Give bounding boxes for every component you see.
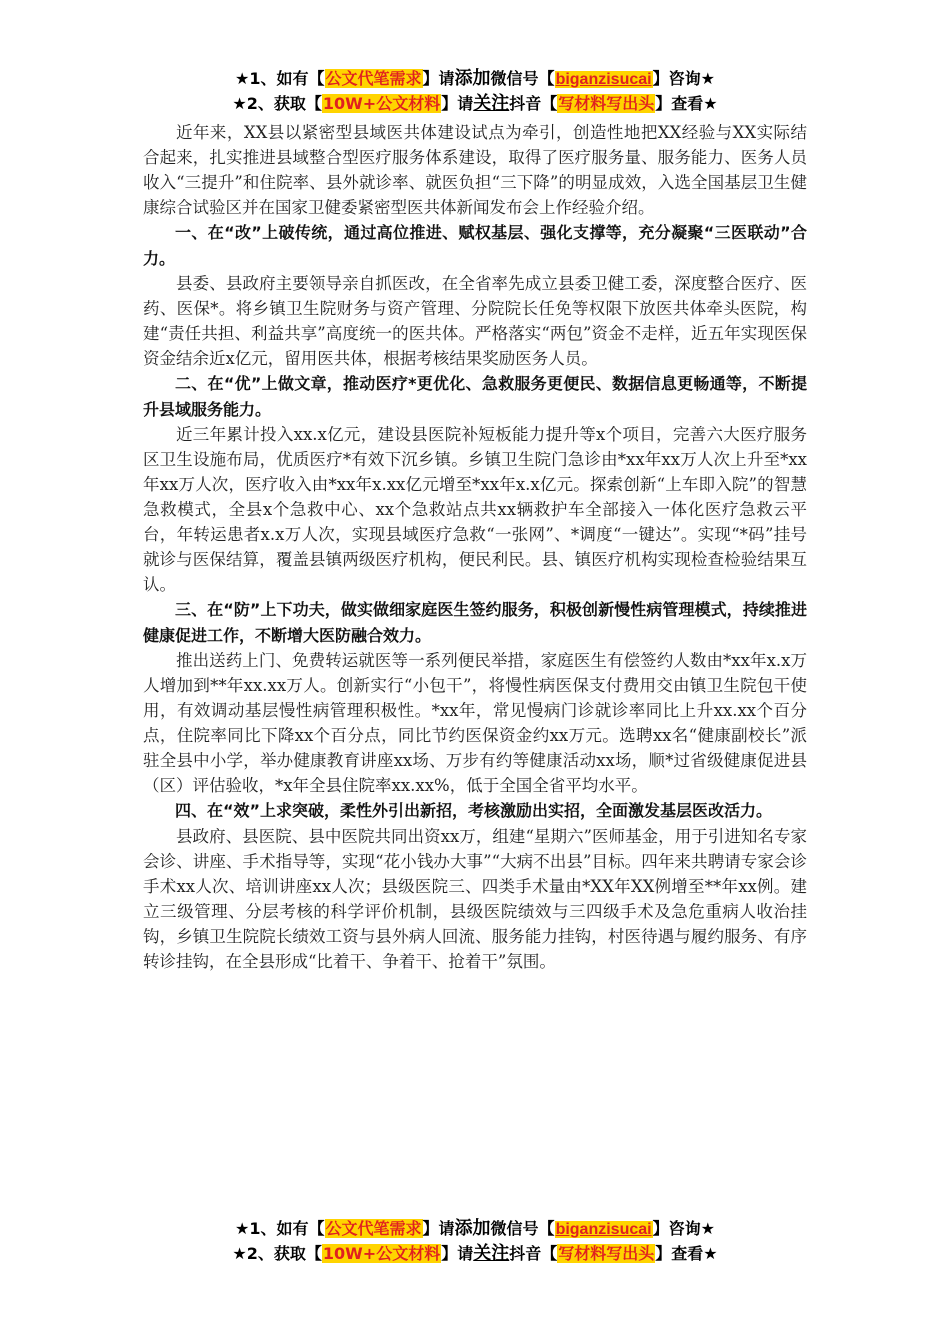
promo-text: 抖音【 xyxy=(509,94,558,113)
promo-text: 】查看★ xyxy=(655,1244,718,1263)
section-paragraph-2: 近三年累计投入xx.x亿元，建设县医院补短板能力提升等x个项目，完善六大医疗服务区卫生设施布局，优质医疗*有效下沉乡镇。乡镇卫生院门急诊由*xx年xx万人次上升至*xx年xx万人次，医疗收入由*xx年x.xx亿元增至*xx年x.x亿元。探索创新“上车即入院”的智慧急救模式，全县x个急救中心、xx个急救站点共xx辆救护车全部接入一体化医疗急救云平台，年转运患者x.x万人次，实现县域医疗急救“一张网”、*调度“一键达”。实现“*码”挂号就诊与医保结算，覆盖县镇两级医疗机构，便民利民。县、镇医疗机构实现检查检验结果互认。 xyxy=(143,425,807,594)
promo-text: ★2、获取【 xyxy=(232,94,322,113)
section-heading-4: 四、在“效”上求突破，柔性外引出新招，考核激励出实招，全面激发基层医改活力。 xyxy=(175,801,773,820)
promo-highlight: 公文代笔需求 xyxy=(325,69,422,88)
section-paragraph-3: 推出送药上门、免费转运就医等一系列便民举措，家庭医生有偿签约人数由*xx年x.x万人增加到**年xx.xx万人。创新实行“小包干”，将慢性病医保支付费用交由镇卫生院包干使用，有效调动基层慢性病管理积极性。*xx年，常见慢病门诊就诊率同比上升xx.xx个百分点，住院率同比下降xx个百分点，同比节约医保资金约xx万元。选聘xx名“健康副校长”派驻全县中小学，举办健康教育讲座xx场、万步有约等健康活动xx场，顺*过省级健康促进县（区）评估验收，*x年全县住院率xx.xx%，低于全国全省平均水平。 xyxy=(143,651,807,795)
promo-text: 】咨询★ xyxy=(652,1219,715,1238)
promo-text: 微信号【 xyxy=(490,69,555,88)
section-heading-1: 一、在“改”上破传统，通过高位推进、赋权基层、强化支撑等，充分凝聚“三医联动”合力。 xyxy=(143,223,807,268)
promo-banner-bottom-line-2 xyxy=(0,1242,950,1266)
promo-emphasis: 关注 xyxy=(473,93,510,114)
promo-highlight: 10W+公文材料 xyxy=(322,1244,441,1263)
intro-paragraph: 近年来，XX县以紧密型县域医共体建设试点为牵引，创造性地把XX经验与XX实际结合起来，扎实推进县域整合型医疗服务体系建设，取得了医疗服务量、服务能力、医务人员收入“三提升”和住院率、县外就诊率、就医负担“三下降”的明显成效，入选全国基层卫生健康综合试验区并在国家卫健委紧密型医共体新闻发布会上作经验介绍。 xyxy=(143,123,807,217)
promo-text: 】请 xyxy=(422,1219,455,1238)
promo-highlight: 写材料写出头 xyxy=(558,94,655,113)
promo-emphasis: 关注 xyxy=(473,1243,510,1264)
promo-text: 】请 xyxy=(422,69,455,88)
promo-highlight: 公文代笔需求 xyxy=(325,1219,422,1238)
promo-highlight: 10W+公文材料 xyxy=(322,94,441,113)
promo-text: 】请 xyxy=(441,94,474,113)
promo-text: ★1、如有【 xyxy=(235,69,325,88)
promo-text: 】咨询★ xyxy=(652,69,715,88)
section-paragraph-4: 县政府、县医院、县中医院共同出资xx万，组建“星期六”医师基金，用于引进知名专家会诊、讲座、手术指导等，实现“花小钱办大事”“大病不出县”目标。四年来共聘请专家会诊手术xx人次、培训讲座xx人次；县级医院三、四类手术量由*XX年XX例增至**年xx例。建立三级管理、分层考核的科学评价机制，县级医院绩效与三四级手术及急危重病人收治挂钩，乡镇卫生院院长绩效工资与县外病人回流、服务能力挂钩，村医待遇与履约服务、有序转诊挂钩，在全县形成“比着干、争着干、抢着干”氛围。 xyxy=(143,826,807,971)
promo-text: 】查看★ xyxy=(655,94,718,113)
wechat-id-link[interactable]: biganzisucai xyxy=(555,71,652,88)
section-heading-3: 三、在“防”上下功夫，做实做细家庭医生签约服务，积极创新慢性病管理模式，持续推进健康促进工作，不断增大医防融合效力。 xyxy=(143,600,807,645)
promo-text: 】请 xyxy=(441,1244,474,1263)
wechat-id-link[interactable]: biganzisucai xyxy=(555,1221,652,1238)
promo-text: 抖音【 xyxy=(509,1244,558,1263)
promo-banner-bottom-line-1 xyxy=(0,1217,950,1242)
article-body xyxy=(143,120,807,974)
section-paragraph-1: 县委、县政府主要领导亲自抓医改，在全省率先成立县委卫健工委，深度整合医疗、医药、医保*。将乡镇卫生院财务与资产管理、分院院长任免等权限下放医共体牵头医院，构建“责任共担、利益共享”高度统一的医共体。严格落实“两包”资金不走样，近五年实现医保资金结余近x亿元，留用医共体，根据考核结果奖励医务人员。 xyxy=(143,274,807,368)
promo-emphasis: 添加 xyxy=(454,1218,491,1239)
promo-text: 微信号【 xyxy=(490,1219,555,1238)
promo-emphasis: 添加 xyxy=(454,68,491,89)
section-heading-2: 二、在“优”上做文章，推动医疗*更优化、急救服务更便民、数据信息更畅通等，不断提升县域服务能力。 xyxy=(143,374,807,419)
promo-text: ★1、如有【 xyxy=(235,1219,325,1238)
promo-highlight: 写材料写出头 xyxy=(558,1244,655,1263)
promo-banner-top-line-2 xyxy=(0,92,950,116)
promo-text: ★2、获取【 xyxy=(232,1244,322,1263)
promo-banner-top-line-1 xyxy=(0,67,950,92)
